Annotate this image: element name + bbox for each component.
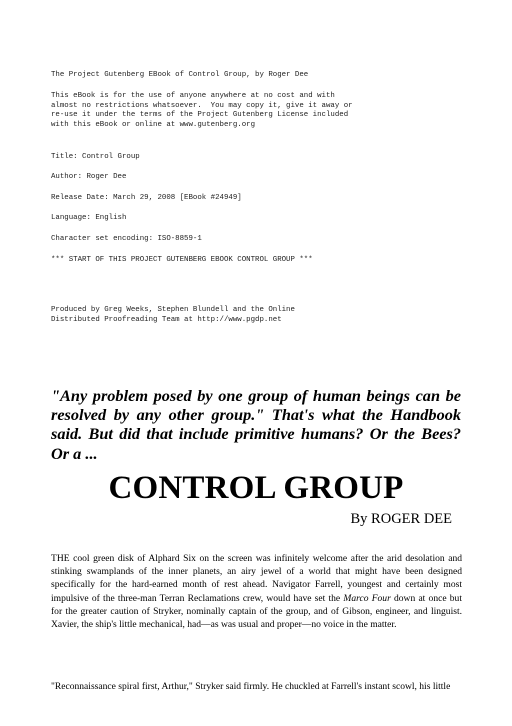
metadata-charset: Character set encoding: ISO-8859-1: [51, 235, 202, 243]
paragraph-text: THE cool green disk of Alphard Six on the screen was infinitely welcome after the arid desolation and stinking swamplands of the inner planets, an airy jewel of a world that might have been designed specifically for the hard-earned month of rest ahead. Navigator Farrell, youngest and certainly most impulsive of the three-man Terran Reclamations crew, would have set the: [51, 553, 462, 604]
produced-by-credits: Produced by Greg Weeks, Stephen Blundell and the Online Distributed Proofreading Team at http://www.pgdp.net: [51, 306, 295, 324]
story-tagline: "Any problem posed by one group of human beings can be resolved by any other group." That's what the Handbook said. But did that include primitive humans? Or the Bees? Or a ...: [51, 386, 461, 463]
metadata-title: Title: Control Group: [51, 153, 140, 161]
story-byline: By ROGER DEE: [350, 511, 452, 527]
license-notice: This eBook is for the use of anyone anywhere at no cost and with almost no restrictions whatsoever. You may copy it, give it away or re-use it under the terms of the Project Gutenberg License included with this eBook or online at www.gutenberg.org: [51, 92, 353, 129]
paragraph-text: down at once but for the greater caution of Stryker, nominally captain of the group, and of Gibson, engineer, and linguist. Xavier, the ship's little mechanical, had—as was usual and proper—no voice in the matter.: [51, 592, 462, 631]
metadata-author: Author: Roger Dee: [51, 173, 127, 181]
ebook-header-line: The Project Gutenberg EBook of Control Group, by Roger Dee: [51, 71, 309, 79]
start-marker: *** START OF THIS PROJECT GUTENBERG EBOOK CONTROL GROUP ***: [51, 256, 313, 264]
metadata-release-date: Release Date: March 29, 2008 [EBook #24949]: [51, 194, 242, 202]
ship-name: Marco Four: [343, 592, 391, 604]
story-paragraph-1: [51, 552, 462, 631]
story-title: CONTROL GROUP: [108, 470, 404, 506]
metadata-language: Language: English: [51, 214, 127, 222]
story-paragraph-2: "Reconnaissance spiral first, Arthur," Stryker said firmly. He chuckled at Farrell's instant scowl, his little: [51, 681, 451, 692]
